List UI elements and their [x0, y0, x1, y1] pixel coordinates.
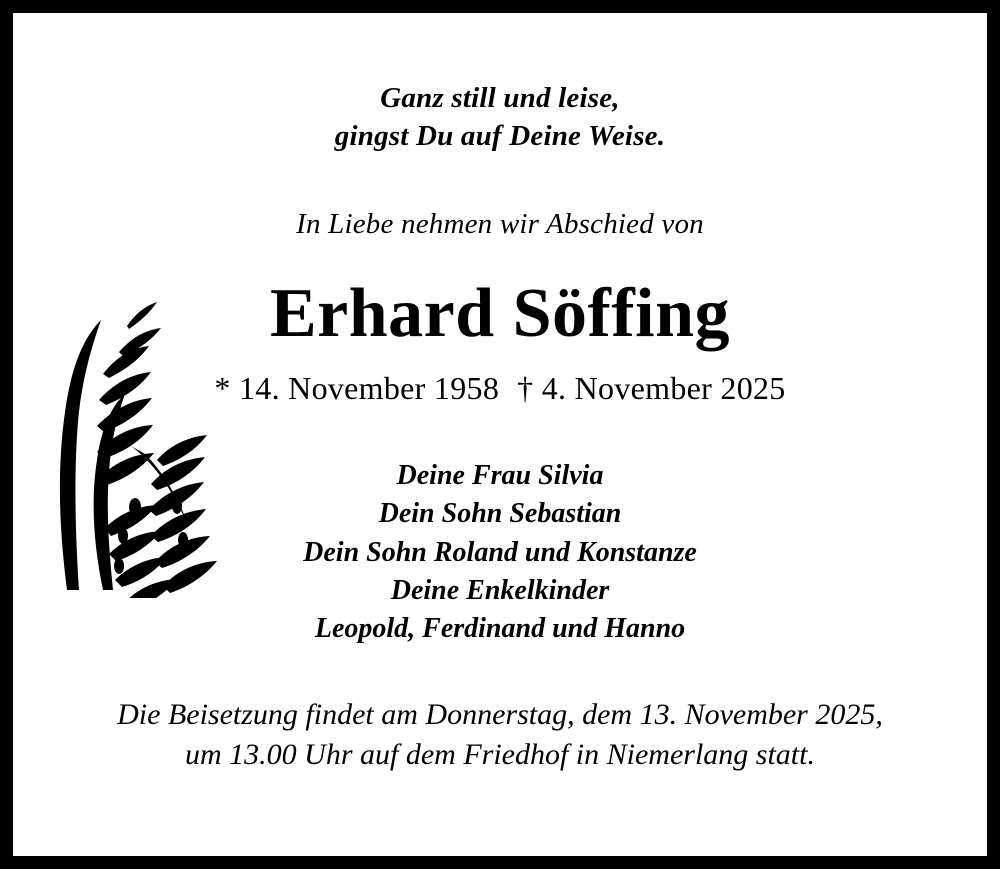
funeral-details: [13, 695, 987, 775]
death-date: † 4. November 2025: [517, 370, 786, 407]
deceased-name: Erhard Söffing: [269, 274, 731, 352]
family-line: Leopold, Ferdinand und Hanno: [314, 613, 686, 645]
verse-line-2: gingst Du auf Deine Weise.: [334, 120, 666, 153]
family-line: Dein Sohn Sebastian: [378, 498, 622, 530]
verse-line-1: Ganz still und leise,: [380, 82, 620, 114]
funeral-line-2: um 13.00 Uhr auf dem Friedhof in Niemerlang statt.: [185, 737, 815, 771]
notice-text-block: [13, 13, 987, 775]
verse: [13, 79, 987, 156]
family-line: Deine Frau Silvia: [396, 460, 604, 492]
birth-date: * 14. November 1958: [214, 370, 500, 407]
intro-line: In Liebe nehmen wir Abschied von: [296, 207, 704, 240]
family-line: Dein Sohn Roland und Konstanze: [303, 536, 697, 568]
notice-inner: [13, 13, 987, 856]
funeral-line-1: Die Beisetzung findet am Donnerstag, dem 13. November 2025,: [117, 697, 883, 731]
life-dates: [13, 370, 987, 407]
family-line: Deine Enkelkinder: [390, 575, 610, 607]
family-list: [13, 457, 987, 649]
